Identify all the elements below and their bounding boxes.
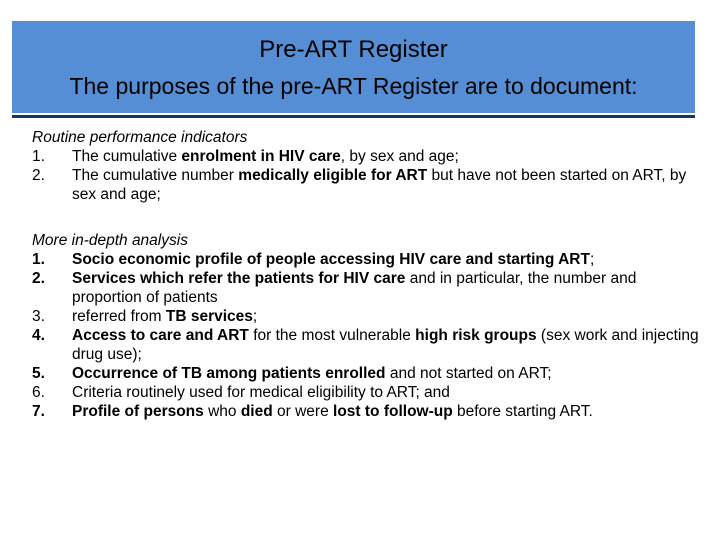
list-item	[32, 166, 704, 204]
item-emphasis: Occurrence of TB among patients enrolled	[72, 365, 386, 382]
item-emphasis: lost to follow-up	[333, 403, 453, 420]
list-item	[32, 326, 704, 364]
list-item	[32, 250, 704, 269]
item-text: ;	[589, 251, 595, 268]
item-number: 4.	[32, 327, 45, 344]
item-emphasis: high risk groups	[415, 327, 537, 344]
item-text: referred from	[72, 308, 166, 325]
item-text: ;	[252, 308, 258, 325]
item-text: , by sex and age;	[340, 148, 459, 165]
item-emphasis: Access to care and ART	[72, 327, 249, 344]
item-emphasis: Socio economic profile of people accessing HIV care and starting ART	[72, 251, 590, 268]
item-number: 2.	[32, 270, 45, 287]
list-item	[32, 364, 704, 383]
item-emphasis: medically eligible for ART	[238, 167, 428, 184]
item-number: 2.	[32, 167, 45, 184]
item-text: for the most vulnerable	[248, 327, 416, 344]
item-number: 5.	[32, 365, 45, 382]
item-text: before starting ART.	[452, 403, 593, 420]
item-text: The cumulative number	[72, 167, 239, 184]
item-number: 3.	[32, 308, 45, 325]
page-subtitle: The purposes of the pre-ART Register are to document:	[69, 73, 638, 99]
item-emphasis: Services which refer the patients for HIV care	[72, 270, 406, 287]
item-text: and in particular, the number and proportion of patients	[72, 270, 637, 306]
item-text: who	[203, 403, 241, 420]
analysis-heading: More in-depth analysis	[32, 232, 188, 249]
item-emphasis: died	[240, 403, 273, 420]
content-body	[32, 128, 704, 421]
list-item	[32, 147, 704, 166]
list-item	[32, 383, 704, 402]
item-text: Criteria routinely used for medical eligibility to ART; and	[72, 384, 450, 401]
item-emphasis: enrolment in HIV care	[181, 148, 341, 165]
header-banner	[12, 21, 695, 113]
section-gap	[32, 204, 704, 231]
list-item	[32, 269, 704, 307]
page-title: Pre-ART Register	[259, 36, 448, 63]
list-item	[32, 307, 704, 326]
item-text: but have not been started on ART, by sex and age;	[72, 167, 687, 203]
item-text: and not started on ART;	[385, 365, 552, 382]
routine-list	[32, 147, 704, 204]
analysis-list	[32, 250, 704, 421]
item-number: 1.	[32, 148, 45, 165]
header-divider	[12, 115, 695, 118]
item-number: 1.	[32, 251, 45, 268]
item-text: (sex work and injecting drug use);	[72, 327, 699, 363]
item-emphasis: Profile of persons	[72, 403, 204, 420]
item-emphasis: TB services	[165, 308, 253, 325]
item-text: or were	[272, 403, 334, 420]
item-number: 6.	[32, 384, 45, 401]
routine-heading: Routine performance indicators	[32, 129, 248, 146]
list-item	[32, 402, 704, 421]
item-text: The cumulative	[72, 148, 182, 165]
item-number: 7.	[32, 403, 45, 420]
